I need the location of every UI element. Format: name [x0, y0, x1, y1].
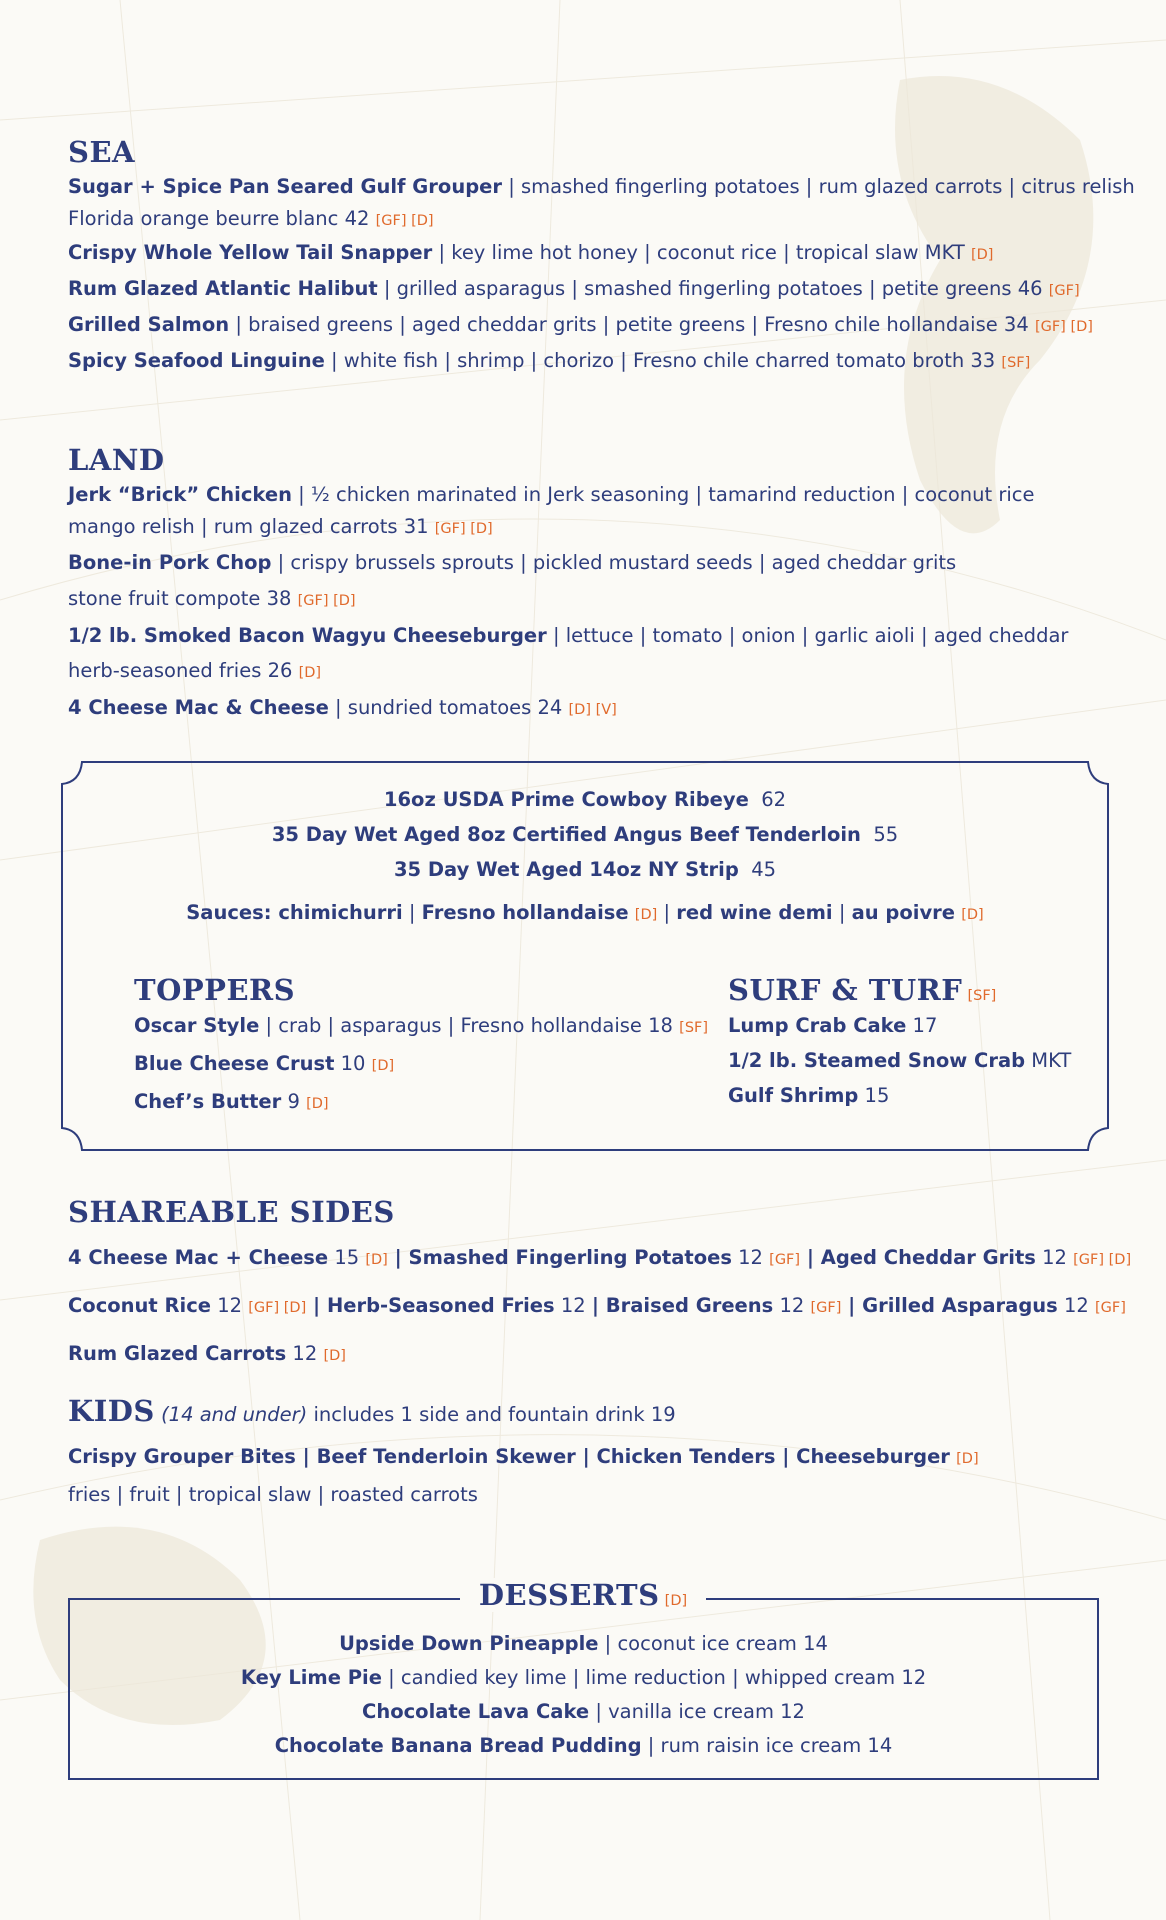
- diet-tag: [D] [V]: [568, 702, 617, 718]
- item-name: Oscar Style: [134, 1014, 260, 1037]
- dessert-item: [68, 1661, 1099, 1695]
- item-desc: | candied key lime | lime reduction | whipped cream 12: [381, 1666, 927, 1689]
- kids-age: (14 and under): [154, 1403, 308, 1426]
- desserts-title: [460, 1578, 706, 1612]
- item-desc: | sundried tomatoes 24: [328, 696, 563, 719]
- separator: |: [800, 1246, 821, 1269]
- item-name: Sugar + Spice Pan Seared Gulf Grouper: [68, 175, 502, 198]
- side-price: 12: [554, 1294, 592, 1317]
- sides-section: [68, 1195, 1132, 1379]
- diet-tag: [SF]: [1001, 355, 1031, 371]
- diet-tag: [GF]: [1048, 283, 1080, 299]
- item-name: Spicy Seafood Linguine: [68, 349, 325, 372]
- item-name: 1/2 lb. Steamed Snow Crab: [728, 1049, 1026, 1072]
- item-desc: | crab | asparagus | Fresno hollandaise 18: [259, 1014, 673, 1037]
- steak-item: [60, 782, 1110, 817]
- item-desc: | coconut ice cream 14: [598, 1632, 828, 1655]
- item-name: Key Lime Pie: [240, 1666, 382, 1689]
- desserts-heading: DESSERTS: [478, 1578, 660, 1612]
- item-name: Lump Crab Cake: [728, 1014, 907, 1037]
- kids-items: [68, 1436, 1128, 1480]
- item-desc: | rum raisin ice cream 14: [641, 1734, 893, 1757]
- diet-tag: [D]: [634, 907, 658, 923]
- side-name: Coconut Rice: [68, 1294, 212, 1317]
- topper-item: [134, 1046, 694, 1084]
- side-name: Rum Glazed Carrots: [68, 1342, 287, 1365]
- kids-section: [68, 1392, 1128, 1510]
- menu-item-cont: [68, 512, 1118, 544]
- diet-tag: [GF] [D]: [1034, 319, 1093, 335]
- sides-heading: SHAREABLE SIDES: [68, 1195, 395, 1229]
- side-name: Aged Cheddar Grits: [820, 1246, 1036, 1269]
- topper-item: [134, 1084, 694, 1122]
- item-desc: | smashed fingerling potatoes | rum glazed carrots | citrus relish: [502, 175, 1135, 198]
- item-name: Chocolate Banana Bread Pudding: [274, 1734, 642, 1757]
- diet-tag: [D]: [365, 1252, 388, 1268]
- item-desc: 9: [281, 1090, 300, 1113]
- item-name: 1/2 lb. Smoked Bacon Wagyu Cheeseburger: [68, 624, 547, 647]
- item-desc: stone fruit compote 38: [68, 587, 292, 610]
- menu-item: [68, 618, 1118, 654]
- item-name: Bone-in Pork Chop: [68, 551, 272, 574]
- topper-item: [134, 1008, 709, 1046]
- item-desc: | lettuce | tomato | onion | garlic aioli | aged cheddar: [546, 624, 1069, 647]
- kids-sides: fries | fruit | tropical slaw | roasted carrots: [68, 1483, 478, 1506]
- sea-heading: SEA: [68, 135, 136, 169]
- separator: |: [591, 1294, 606, 1317]
- item-price: 45: [751, 858, 777, 881]
- separator: |: [832, 901, 852, 924]
- menu-item: [68, 272, 1118, 308]
- side-name: 4 Cheese Mac + Cheese: [68, 1246, 329, 1269]
- steak-item: [60, 852, 1110, 887]
- menu-item-cont: [68, 654, 1118, 690]
- sauce-name: au poivre: [851, 901, 956, 924]
- item-price: 17: [906, 1014, 938, 1037]
- steaks-section: [60, 782, 1110, 932]
- item-desc: | crispy brussels sprouts | pickled mustard seeds | aged cheddar grits: [271, 551, 957, 574]
- item-name: Jerk “Brick” Chicken: [68, 483, 292, 506]
- item-name: Upside Down Pineapple: [339, 1632, 599, 1655]
- sauce-name: Fresno hollandaise: [421, 901, 629, 924]
- diet-tag: [D]: [956, 1451, 979, 1467]
- item-price: MKT: [1025, 1049, 1072, 1072]
- toppers-section: [134, 973, 709, 1122]
- item-price: 55: [873, 823, 899, 846]
- steak-item: [60, 817, 1110, 852]
- separator: |: [841, 1294, 863, 1317]
- item-name: 35 Day Wet Aged 14oz NY Strip: [393, 858, 739, 881]
- side-price: 12: [731, 1246, 770, 1269]
- item-desc: | vanilla ice cream 12: [589, 1700, 805, 1723]
- sides-row: [68, 1331, 1128, 1379]
- dessert-item: [68, 1729, 1099, 1763]
- diet-tag: [SF]: [679, 1020, 709, 1036]
- diet-tag: [GF] [D]: [434, 521, 493, 537]
- item-name: Chef’s Butter: [134, 1090, 282, 1113]
- diet-tag: [D]: [970, 247, 994, 263]
- item-name: Crispy Whole Yellow Tail Snapper: [68, 241, 433, 264]
- side-price: 15: [328, 1246, 366, 1269]
- diet-tag: [D]: [664, 1593, 688, 1609]
- toppers-heading: TOPPERS: [134, 973, 296, 1007]
- desserts-section: [68, 1627, 1099, 1763]
- item-desc: herb-seasoned fries 26: [68, 659, 293, 682]
- diet-tag: [SF]: [967, 988, 997, 1004]
- menu-item-cont: [68, 204, 1118, 236]
- surf-turf-item: [728, 1078, 1078, 1113]
- side-name: Herb-Seasoned Fries: [326, 1294, 555, 1317]
- diet-tag: [GF]: [1094, 1300, 1126, 1316]
- side-price: 12: [773, 1294, 811, 1317]
- item-desc: mango relish | rum glazed carrots 31: [68, 515, 429, 538]
- side-price: 12: [1057, 1294, 1095, 1317]
- diet-tag: [GF] [D]: [1073, 1252, 1132, 1268]
- item-desc: 10: [334, 1052, 366, 1075]
- surf-turf-item: [728, 1008, 1078, 1043]
- diet-tag: [D]: [371, 1058, 395, 1074]
- land-heading: LAND: [68, 443, 165, 477]
- surf-turf-heading: SURF & TURF: [728, 973, 963, 1007]
- item-desc: | ½ chicken marinated in Jerk seasoning | tamarind reduction | coconut rice: [291, 483, 1035, 506]
- menu-item: [68, 236, 1118, 272]
- diet-tag: [GF]: [769, 1252, 801, 1268]
- menu-item: [68, 308, 1118, 344]
- diet-tag: [GF] [D]: [297, 593, 356, 609]
- item-price: 15: [858, 1084, 890, 1107]
- diet-tag: [D]: [298, 665, 322, 681]
- kids-desc: includes 1 side and fountain drink 19: [307, 1403, 676, 1426]
- menu-item: [68, 478, 1118, 512]
- kids-item-list: Crispy Grouper Bites | Beef Tenderloin Skewer | Chicken Tenders | Cheeseburger: [68, 1445, 950, 1468]
- kids-heading: KIDS: [68, 1394, 155, 1428]
- separator: |: [402, 901, 422, 924]
- diet-tag: [GF] [D]: [248, 1300, 307, 1316]
- sauce-name: red wine demi: [676, 901, 833, 924]
- side-price: 12: [211, 1294, 249, 1317]
- sauce-name: Sauces: chimichurri: [186, 901, 403, 924]
- item-name: Gulf Shrimp: [728, 1084, 859, 1107]
- menu-item: [68, 544, 1118, 582]
- item-name: 4 Cheese Mac & Cheese: [68, 696, 329, 719]
- item-price: 62: [761, 788, 787, 811]
- side-price: 12: [286, 1342, 324, 1365]
- item-name: Chocolate Lava Cake: [362, 1700, 590, 1723]
- sea-section: [68, 135, 1135, 380]
- land-section: [68, 443, 1118, 728]
- item-name: Rum Glazed Atlantic Halibut: [68, 277, 378, 300]
- diet-tag: [GF]: [810, 1300, 842, 1316]
- item-name: Blue Cheese Crust: [134, 1052, 335, 1075]
- menu-item-cont: [68, 582, 1118, 618]
- sides-row: [68, 1283, 1128, 1331]
- sides-row: [68, 1235, 1132, 1283]
- diet-tag: [GF] [D]: [375, 213, 434, 229]
- menu-item: [68, 344, 1118, 380]
- separator: |: [387, 1246, 409, 1269]
- item-name: 35 Day Wet Aged 8oz Certified Angus Beef Tenderloin: [271, 823, 861, 846]
- item-desc: | grilled asparagus | smashed fingerling potatoes | petite greens 46: [377, 277, 1043, 300]
- side-name: Smashed Fingerling Potatoes: [408, 1246, 732, 1269]
- sauces-line: [60, 896, 1110, 932]
- item-name: Grilled Salmon: [68, 313, 230, 336]
- surf-turf-item: [728, 1043, 1078, 1078]
- diet-tag: [D]: [306, 1096, 329, 1112]
- dessert-item: [68, 1695, 1099, 1729]
- item-desc: Florida orange beurre blanc 42: [68, 207, 370, 230]
- separator: |: [306, 1294, 327, 1317]
- side-name: Braised Greens: [605, 1294, 774, 1317]
- item-desc: | white fish | shrimp | chorizo | Fresno chile charred tomato broth 33: [324, 349, 996, 372]
- diet-tag: [D]: [961, 907, 984, 923]
- menu-item: [68, 690, 1118, 728]
- item-desc: | braised greens | aged cheddar grits | petite greens | Fresno chile hollandaise 34: [229, 313, 1029, 336]
- surf-turf-section: [728, 973, 1078, 1113]
- side-price: 12: [1035, 1246, 1074, 1269]
- item-name: 16oz USDA Prime Cowboy Ribeye: [383, 788, 749, 811]
- item-desc: | key lime hot honey | coconut rice | tropical slaw MKT: [432, 241, 965, 264]
- separator: |: [657, 901, 677, 924]
- dessert-item: [68, 1627, 1099, 1661]
- diet-tag: [D]: [323, 1348, 346, 1364]
- side-name: Grilled Asparagus: [862, 1294, 1058, 1317]
- menu-item: [68, 170, 1135, 204]
